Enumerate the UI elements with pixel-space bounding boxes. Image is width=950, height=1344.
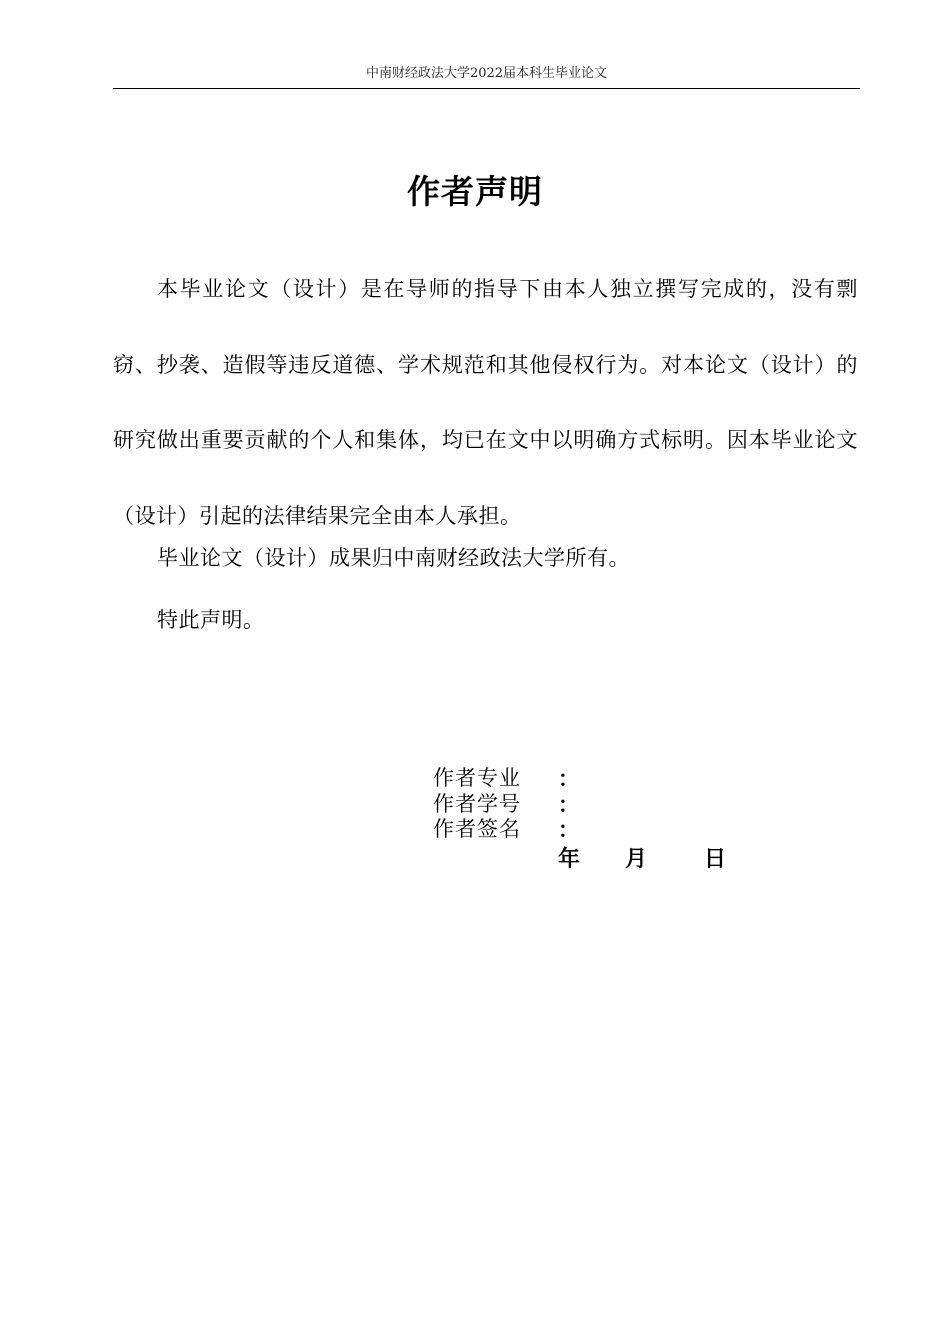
major-label: 作者专业 [433, 766, 521, 790]
page-title: 作者声明 [407, 172, 543, 211]
signature-block [433, 766, 578, 843]
signature-colon: ： [558, 817, 579, 842]
ownership-paragraph: 毕业论文（设计）成果归中南财经政法大学所有。 [157, 546, 630, 570]
signature-label: 作者签名 [433, 817, 521, 841]
student-id-label: 作者学号 [433, 791, 521, 816]
page-header [113, 64, 860, 89]
declaration-paragraph: 本毕业论文（设计）是在导师的指导下由本人独立撰写完成的，没有剽窃、抄袭、造假等违反道德、学术规范和其他侵权行为。对本论文（设计）的研究做出重要贡献的个人和集体，均已在文中以明确方式标明。因本毕业论文（设计）引起的法律结果完全由本人承担。 [113, 277, 858, 528]
student-id-row [433, 792, 578, 818]
student-id-colon: ： [558, 791, 579, 817]
signature-row [433, 817, 578, 843]
date-year: 年 [558, 847, 581, 872]
closing-paragraph: 特此声明。 [157, 608, 265, 632]
major-colon: ： [558, 766, 579, 791]
date-month: 月 [625, 847, 648, 872]
header-text: 中南财经政法大学2022届本科生毕业论文 [365, 66, 608, 81]
date-day: 日 [704, 847, 727, 872]
major-row [433, 766, 578, 792]
